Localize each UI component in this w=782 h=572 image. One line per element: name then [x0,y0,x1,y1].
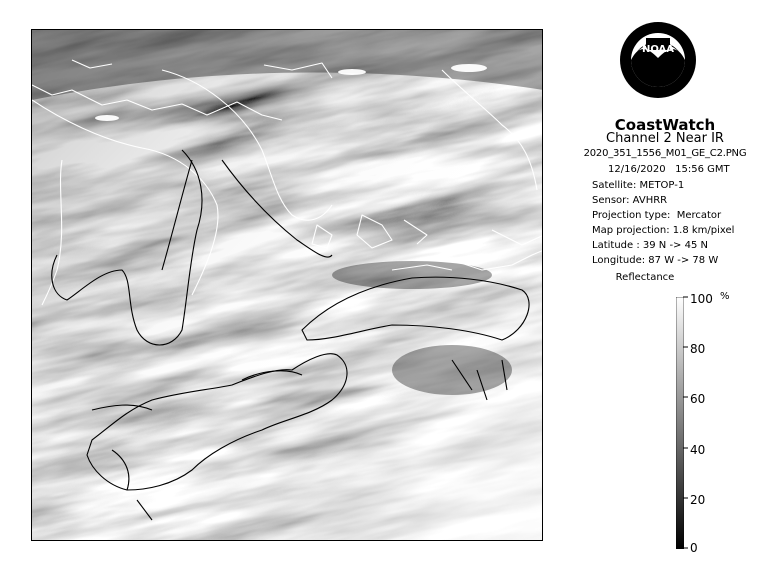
satellite-image [31,29,543,541]
channel-label: Channel 2 Near IR [606,131,724,146]
sensor-info: Sensor: AVHRR [592,195,668,206]
tick-label-80: 80 [690,342,706,356]
noaa-logo [618,20,698,115]
colorbar-tick-marks [683,296,689,552]
tick-label-40: 40 [690,443,706,457]
longitude-range: Longitude: 87 W -> 78 W [592,255,719,266]
tick-label-20: 20 [690,493,706,507]
satellite-info: Satellite: METOP-1 [592,180,685,191]
tick-label-100: 100 [690,292,713,306]
tick-label-0: 0 [690,541,698,555]
satellite-scene [32,30,543,541]
datetime: 12/16/2020 15:56 GMT [608,164,730,175]
colorbar-unit: % [720,291,730,302]
title: CoastWatch [614,116,716,134]
tick-label-60: 60 [690,392,706,406]
projection-type: Projection type: Mercator [592,210,722,221]
map-projection: Map projection: 1.8 km/pixel [592,225,735,236]
filename: 2020_351_1556_M01_GE_C2.PNG [583,148,747,159]
noaa-logo-text: NOAA [641,44,675,55]
latitude-range: Latitude : 39 N -> 45 N [592,240,708,251]
colorbar-label: Reflectance [615,272,675,283]
